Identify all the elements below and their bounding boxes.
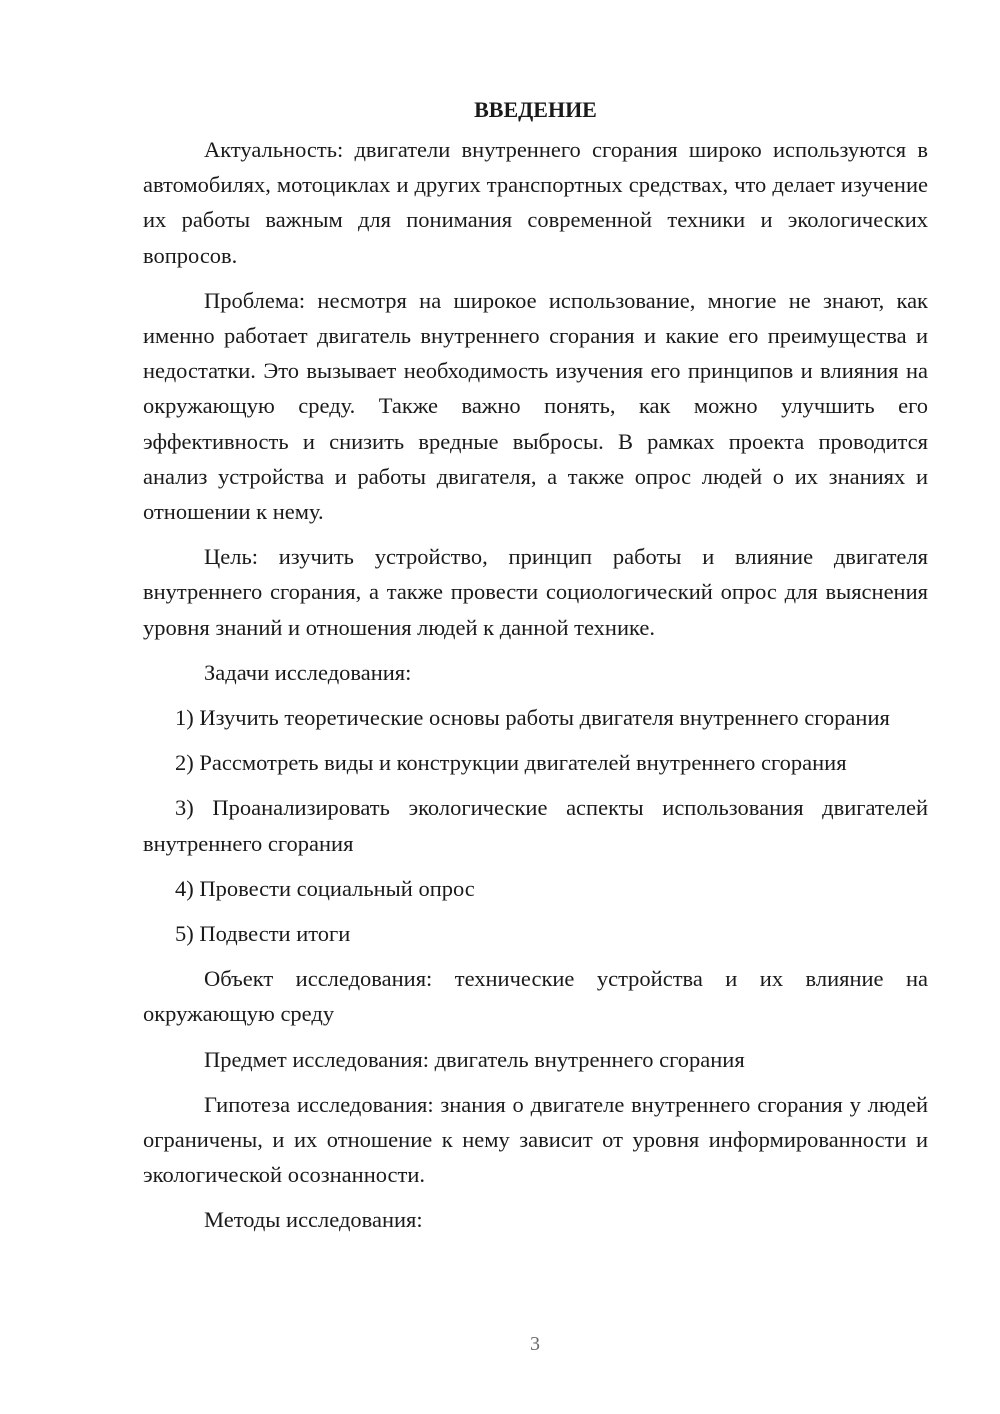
task-item-2: 2) Рассмотреть виды и конструкции двигателей внутреннего сгорания xyxy=(175,750,847,776)
task-item-1: 1) Изучить теоретические основы работы двигателя внутреннего сгорания xyxy=(175,705,890,731)
document-page xyxy=(143,92,928,1248)
goal-paragraph: Цель: изучить устройство, принцип работы и влияние двигателя внутреннего сгорания, а также провести социологический опрос для выяснения уровня знаний и отношения людей к данной технике. xyxy=(143,544,928,640)
subject-paragraph: Предмет исследования: двигатель внутреннего сгорания xyxy=(204,1046,745,1072)
methods-paragraph: Методы исследования: xyxy=(204,1207,423,1233)
page-number: 3 xyxy=(530,1333,540,1355)
task-item-5: 5) Подвести итоги xyxy=(175,921,351,947)
task-item-3: 3) Проанализировать экологические аспекты использования двигателей внутреннего сгорания xyxy=(143,795,928,856)
task-item-4: 4) Провести социальный опрос xyxy=(175,875,475,901)
tasks-title: Задачи исследования: xyxy=(204,659,412,685)
problem-paragraph: Проблема: несмотря на широкое использование, многие не знают, как именно работает двигатель внутреннего сгорания и какие его преимущества и недостатки. Это вызывает необходимость изучения его принципов и влияния на окружающую среду. Также важно понять, как можно улучшить его эффективность и снизить вредные выбросы. В рамках проекта проводится анализ устройства и работы двигателя, а также опрос людей о их знаниях и отношении к нему. xyxy=(143,287,928,525)
object-paragraph: Объект исследования: технические устройства и их влияние на окружающую среду xyxy=(143,966,928,1027)
relevance-paragraph: Актуальность: двигатели внутреннего сгорания широко используются в автомобилях, мотоциклах и других транспортных средствах, что делает изучение их работы важным для понимания современной техники и экологических вопросов. xyxy=(143,137,928,268)
page-heading: ВВЕДЕНИЕ xyxy=(474,97,597,122)
hypothesis-paragraph: Гипотеза исследования: знания о двигателе внутреннего сгорания у людей ограничены, и их отношение к нему зависит от уровня информированности и экологической осознанности. xyxy=(143,1091,928,1188)
